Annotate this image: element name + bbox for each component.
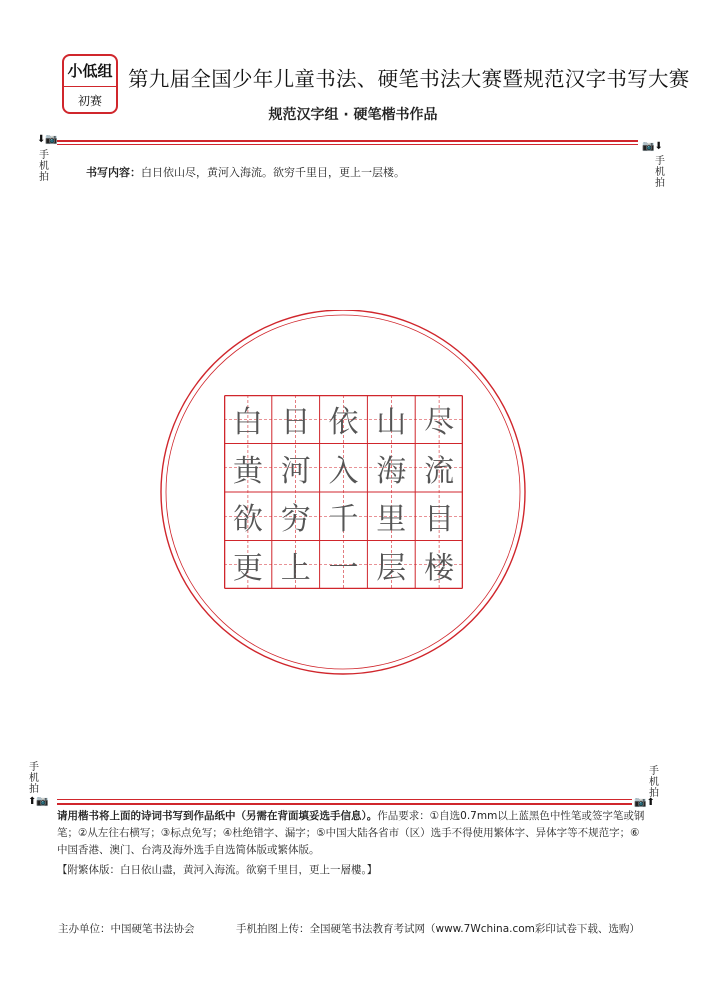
writing-grid: [224, 395, 463, 589]
grid-character: 欲: [232, 502, 263, 538]
grid-character: 穷: [280, 502, 311, 538]
top-border-line: [57, 140, 638, 142]
instructions: [57, 808, 647, 859]
writing-content-text: 白日依山尽，黄河入海流。欲穷千里目，更上一层楼。: [141, 166, 405, 179]
top-border-line-thin: [57, 144, 638, 145]
grid-character: 更: [232, 550, 263, 586]
bottom-border-line-thin: [57, 799, 632, 800]
traditional-appendix: 【附繁体版：白日依山盡，黄河入海流。欲窮千里目，更上一層樓。】: [57, 864, 378, 876]
instructions-intro: 请用楷书将上面的诗词书写到作品纸中（另需在背面填妥选手信息）。: [57, 810, 378, 822]
grid-character: 目: [424, 502, 455, 538]
grid-character: 上: [280, 550, 311, 586]
side-label-bottom-left: 手机拍: [29, 762, 39, 795]
grid-character: 白: [232, 405, 263, 441]
camera-marker-top-right: 📷⬇: [642, 141, 663, 152]
grid-character: 里: [376, 502, 407, 538]
writing-content: [86, 164, 405, 180]
grid-character: 尽: [424, 405, 455, 441]
grid-character: 山: [376, 405, 407, 441]
camera-marker-top-left: ⬇📷: [37, 134, 58, 145]
grid-character: 千: [328, 502, 359, 538]
grid-character: 黄: [232, 453, 263, 489]
writing-content-label: 书写内容：: [86, 166, 141, 179]
camera-marker-bottom-right: 📷⬆: [634, 797, 655, 808]
badge-divider: [64, 86, 116, 87]
grid-character: 入: [328, 453, 359, 489]
camera-marker-bottom-left: ⬆📷: [28, 796, 49, 807]
badge-group-label: 小低组: [67, 62, 113, 80]
grid-character: 楼: [424, 550, 455, 586]
page-title: 第九届全国少年儿童书法、硬笔书法大赛暨规范汉字书写大赛: [128, 67, 690, 91]
bottom-border-line: [57, 803, 632, 805]
side-label-top-left: 手机拍: [39, 150, 49, 183]
upload-info: 手机拍图上传：全国硬笔书法教育考试网（www.7Wchina.com彩印试卷下载、选购）: [236, 923, 640, 935]
page-subtitle: 规范汉字组 · 硬笔楷书作品: [268, 107, 438, 123]
grid-character: 海: [376, 453, 407, 489]
grid-character: 日: [280, 405, 311, 441]
badge-round-label: 初赛: [77, 94, 102, 108]
grid-character: 流: [424, 453, 455, 489]
organizer: 主办单位：中国硬笔书法协会: [58, 923, 195, 935]
side-label-top-right: 手机拍: [655, 156, 665, 189]
grid-character: 依: [328, 405, 359, 441]
side-label-bottom-right: 手机拍: [649, 766, 659, 799]
instructions-requirements: 作品要求：①自选0.7mm以上蓝黑色中性笔或签字笔或钢笔；②从左往右横写；③标点免写；④杜绝错字、漏字；⑤中国大陆各省市（区）选手不得使用繁体字、异体字等不规范字；⑥中国香港、澳门、台湾及海外选手自选简体版或繁体版。: [57, 810, 645, 856]
grid-character: 河: [280, 453, 311, 489]
grid-character: 层: [376, 550, 407, 586]
grid-character: 一: [328, 550, 359, 586]
